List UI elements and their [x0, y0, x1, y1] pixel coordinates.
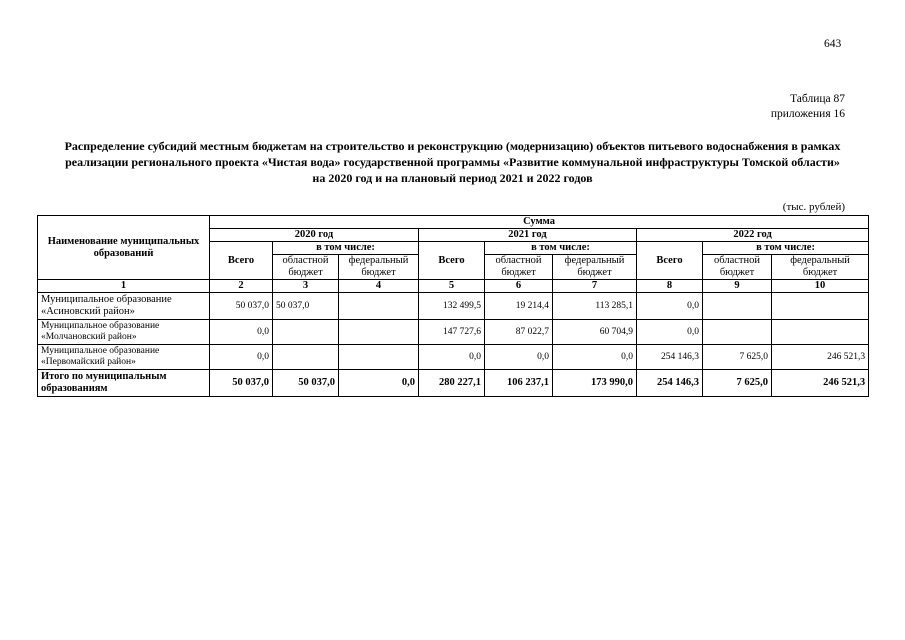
total-label: Итого по муниципальным образованиям [38, 370, 210, 397]
col-number: 3 [273, 280, 339, 293]
col-number: 7 [553, 280, 637, 293]
total-value: 246 521,3 [772, 370, 869, 397]
cell-value: 132 499,5 [419, 293, 485, 320]
header-federal-2022: федеральный бюджет [772, 255, 869, 280]
col-number: 5 [419, 280, 485, 293]
header-including-2022: в том числе: [703, 242, 869, 255]
cell-value: 19 214,4 [485, 293, 553, 320]
municipality-name: Муниципальное образование «Молчановский район» [38, 320, 210, 345]
municipality-name: Муниципальное образование «Первомайский район» [38, 345, 210, 370]
municipality-name: Муниципальное образование «Асиновский район» [38, 293, 210, 320]
cell-value: 246 521,3 [772, 345, 869, 370]
header-total-2021: Всего [419, 242, 485, 280]
units-label: (тыс. рублей) [782, 201, 845, 213]
cell-value: 0,0 [419, 345, 485, 370]
col-number: 4 [339, 280, 419, 293]
cell-value [339, 320, 419, 345]
cell-value [703, 293, 772, 320]
cell-value: 50 037,0 [210, 293, 273, 320]
cell-value: 87 022,7 [485, 320, 553, 345]
cell-value [703, 320, 772, 345]
header-total-2022: Всего [637, 242, 703, 280]
total-value: 254 146,3 [637, 370, 703, 397]
cell-value [273, 320, 339, 345]
header-year-2020: 2020 год [210, 229, 419, 242]
col-number: 10 [772, 280, 869, 293]
cell-value: 60 704,9 [553, 320, 637, 345]
cell-value [772, 320, 869, 345]
cell-value: 0,0 [637, 293, 703, 320]
total-value: 280 227,1 [419, 370, 485, 397]
header-regional-2020: областной бюджет [273, 255, 339, 280]
total-value: 50 037,0 [273, 370, 339, 397]
cell-value: 0,0 [210, 320, 273, 345]
cell-value: 0,0 [485, 345, 553, 370]
header-including-2021: в том числе: [485, 242, 637, 255]
cell-value [772, 293, 869, 320]
header-including-2020: в том числе: [273, 242, 419, 255]
header-regional-2021: областной бюджет [485, 255, 553, 280]
document-title: Распределение субсидий местным бюджетам на строительство и реконструкцию (модернизацию) объектов питьевого водоснабжения в рамках реализации регионального проекта «Чистая вода» государственной программы «Развитие коммунальной инфраструктуры Томской области» на 2020 год и на плановый период 2021 и 2022 годов [64, 139, 841, 185]
table-reference [771, 92, 845, 122]
table-number: Таблица 87 [790, 93, 845, 105]
cell-value: 0,0 [210, 345, 273, 370]
total-row [38, 370, 869, 397]
total-value: 173 990,0 [553, 370, 637, 397]
cell-value: 113 285,1 [553, 293, 637, 320]
col-number: 9 [703, 280, 772, 293]
table-row [38, 345, 869, 370]
cell-value: 7 625,0 [703, 345, 772, 370]
col-number: 2 [210, 280, 273, 293]
header-federal-2021: федеральный бюджет [553, 255, 637, 280]
col-number: 6 [485, 280, 553, 293]
header-name-column: Наименование муниципальных образований [38, 216, 210, 280]
table-row [38, 320, 869, 345]
page-number: 643 [824, 38, 842, 50]
cell-value [339, 293, 419, 320]
header-regional-2022: областной бюджет [703, 255, 772, 280]
header-year-2021: 2021 год [419, 229, 637, 242]
header-total-2020: Всего [210, 242, 273, 280]
total-value: 7 625,0 [703, 370, 772, 397]
header-federal-2020: федеральный бюджет [339, 255, 419, 280]
cell-value [273, 345, 339, 370]
col-number: 8 [637, 280, 703, 293]
cell-value: 50 037,0 [273, 293, 339, 320]
total-value: 50 037,0 [210, 370, 273, 397]
header-sum: Сумма [210, 216, 869, 229]
subsidy-table [37, 215, 869, 397]
cell-value: 147 727,6 [419, 320, 485, 345]
total-value: 0,0 [339, 370, 419, 397]
table-row [38, 293, 869, 320]
cell-value: 254 146,3 [637, 345, 703, 370]
header-year-2022: 2022 год [637, 229, 869, 242]
appendix-number: приложения 16 [770, 108, 845, 120]
col-number: 1 [38, 280, 210, 293]
cell-value: 0,0 [553, 345, 637, 370]
cell-value [339, 345, 419, 370]
cell-value: 0,0 [637, 320, 703, 345]
column-number-row [38, 280, 869, 293]
total-value: 106 237,1 [485, 370, 553, 397]
